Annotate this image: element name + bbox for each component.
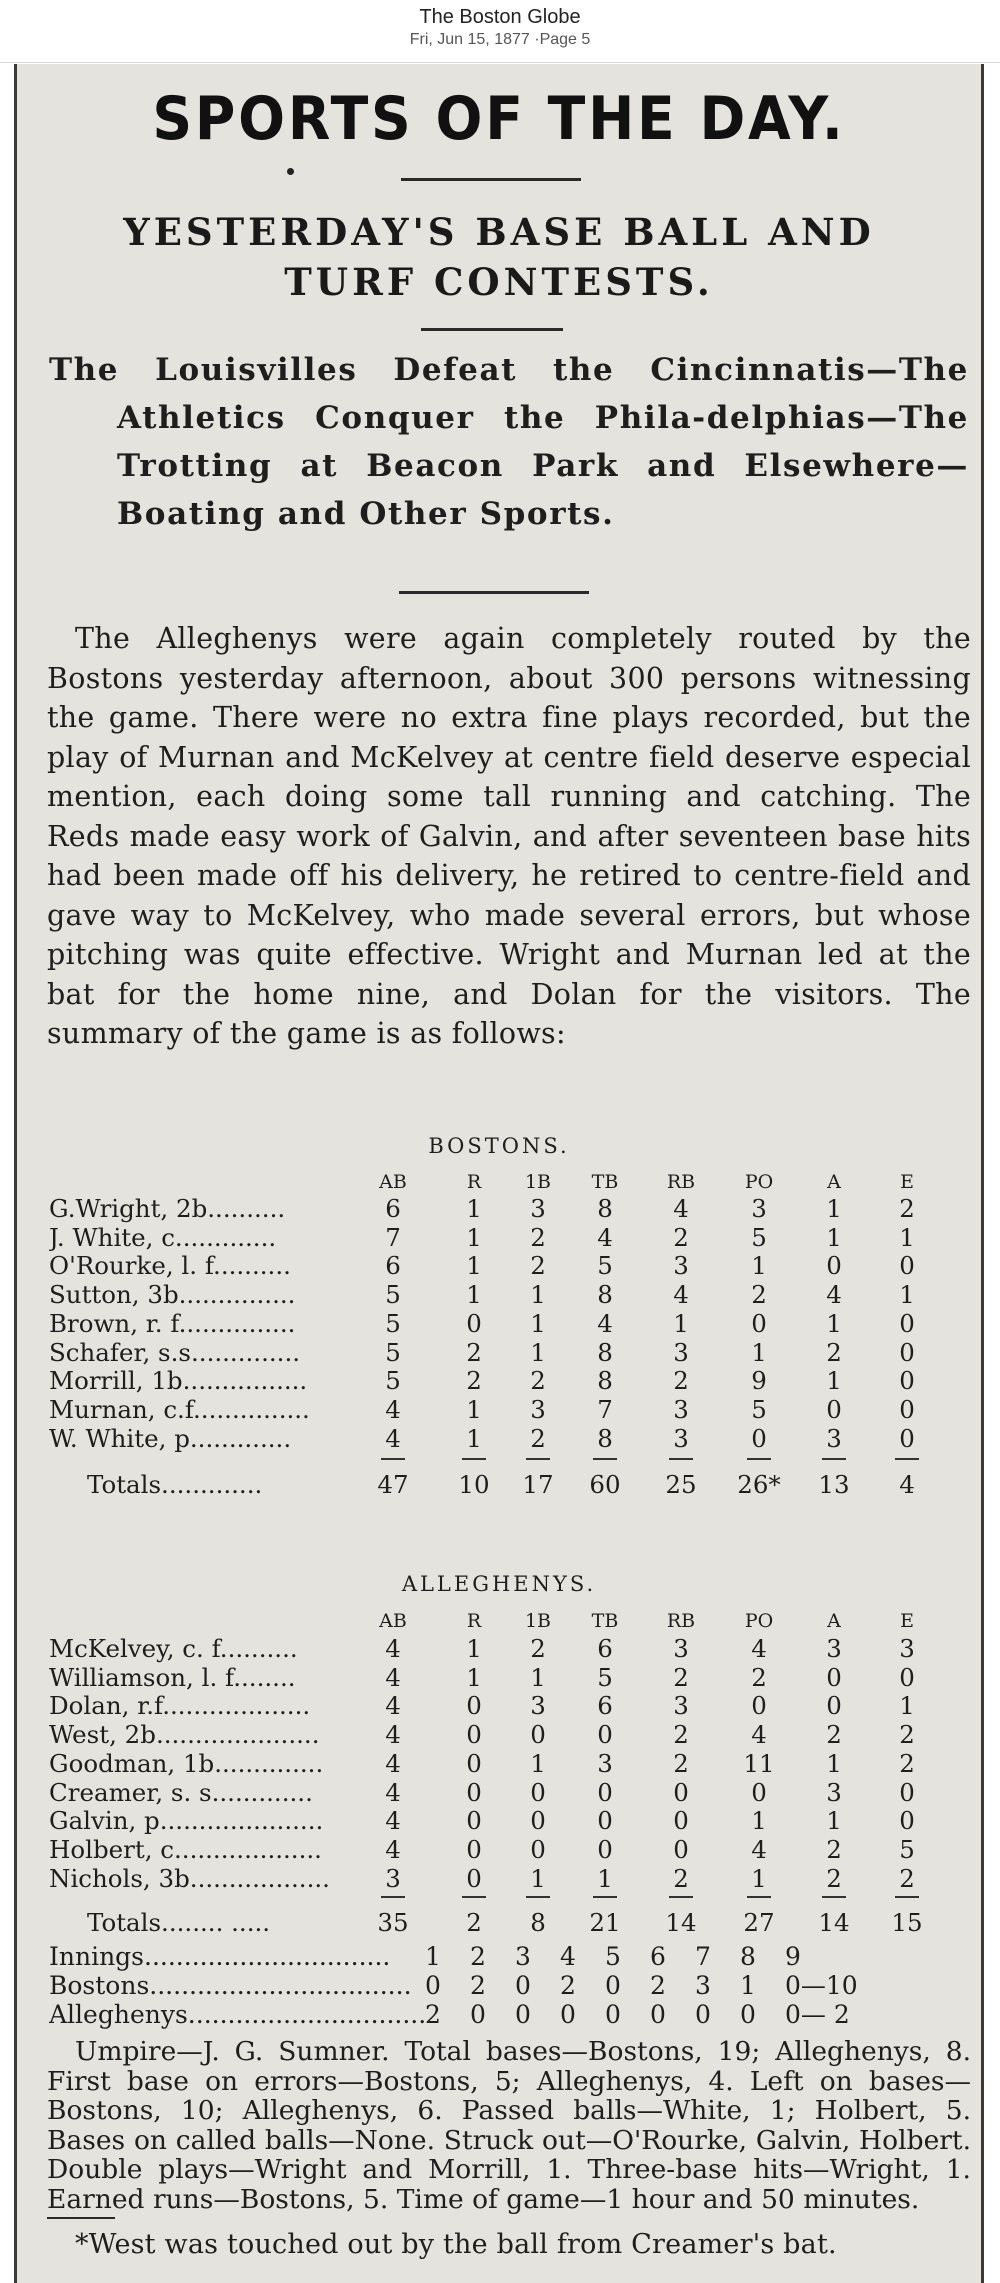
stat-po: 0 — [751, 1308, 767, 1338]
inning-1-value: 2 — [425, 2000, 441, 2029]
stat-po: 0 — [751, 1423, 767, 1453]
total-a: 13 — [818, 1470, 850, 1499]
table-row — [17, 1663, 984, 1691]
stat-e: 0 — [899, 1423, 915, 1453]
stat-ab: 4 — [385, 1720, 401, 1750]
stat-rb: 4 — [673, 1280, 689, 1310]
stat-tb: 6 — [597, 1634, 613, 1663]
totals-dash — [526, 1458, 550, 1460]
stat-a: 3 — [826, 1634, 842, 1663]
totals-dash — [593, 1458, 617, 1460]
totals-dash — [462, 1458, 486, 1460]
stat-e: 2 — [899, 1720, 915, 1750]
deck: The Louisvilles Defeat the Cincinnatis—The Athletics Conquer the Phila-delphias—The Trotting at Beacon Park and Elsewhere—Boating and Other Sports. — [49, 352, 969, 532]
stat-tb: 8 — [597, 1366, 613, 1396]
col-header-rb: RB — [666, 1171, 696, 1193]
stat-ab: 5 — [385, 1366, 401, 1396]
stat-1b: 0 — [530, 1777, 546, 1807]
table-row — [17, 1251, 984, 1279]
totals-dash — [593, 1896, 617, 1898]
stat-r: 0 — [466, 1806, 482, 1836]
stat-e: 1 — [899, 1691, 915, 1721]
table-row — [17, 1691, 984, 1719]
stat-1b: 1 — [530, 1308, 546, 1338]
stat-rb: 2 — [673, 1720, 689, 1750]
player-name: Williamson, l. f........ — [49, 1662, 296, 1692]
totals-row — [17, 1470, 984, 1498]
deck-rule — [399, 591, 589, 594]
stat-tb: 0 — [597, 1777, 613, 1807]
stat-po: 1 — [751, 1806, 767, 1836]
totals-label: Totals........ ..... — [87, 1908, 271, 1937]
inning-6-value: 2 — [650, 1971, 666, 2000]
stat-ab: 4 — [385, 1834, 401, 1864]
stat-tb: 4 — [597, 1222, 613, 1252]
inning-9-value: 0—10 — [785, 1971, 858, 2000]
stat-1b: 1 — [530, 1662, 546, 1692]
stat-po: 4 — [751, 1634, 767, 1663]
totals-dash — [462, 1896, 486, 1898]
stat-ab: 4 — [385, 1634, 401, 1663]
inning-3-value: 3 — [515, 1942, 531, 1971]
stat-tb: 0 — [597, 1720, 613, 1750]
player-name: G.Wright, 2b.......... — [49, 1194, 286, 1223]
stat-e: 0 — [899, 1394, 915, 1424]
inning-3-value: 0 — [515, 2000, 531, 2029]
col-header-1b: 1B — [524, 1171, 552, 1193]
innings-row-label: Bostons................................. — [49, 1971, 412, 2000]
total-r: 2 — [466, 1908, 482, 1937]
stat-ab: 4 — [385, 1748, 401, 1778]
player-name: Creamer, s. s............. — [49, 1777, 313, 1807]
stat-e: 1 — [899, 1280, 915, 1310]
stat-1b: 3 — [530, 1194, 546, 1223]
player-name: Goodman, 1b.............. — [49, 1748, 324, 1778]
stat-r: 0 — [466, 1748, 482, 1778]
total-e: 4 — [899, 1470, 915, 1499]
stat-tb: 3 — [597, 1748, 613, 1778]
totals-dash — [895, 1896, 919, 1898]
stat-po: 5 — [751, 1394, 767, 1424]
stat-r: 0 — [466, 1834, 482, 1864]
stat-1b: 3 — [530, 1394, 546, 1424]
table-row — [17, 1338, 984, 1366]
subhead-rule — [421, 328, 563, 331]
inning-7-value: 0 — [695, 2000, 711, 2029]
player-name: McKelvey, c. f.......... — [49, 1634, 298, 1663]
stat-ab: 6 — [385, 1251, 401, 1281]
innings-row-label: Innings............................... — [49, 1942, 391, 1971]
stat-1b: 2 — [530, 1634, 546, 1663]
stat-po: 3 — [751, 1194, 767, 1223]
innings-table — [49, 1942, 969, 2042]
inning-5-value: 0 — [605, 2000, 621, 2029]
table-row — [17, 1864, 984, 1892]
stat-r: 0 — [466, 1308, 482, 1338]
stat-rb: 3 — [673, 1394, 689, 1424]
inning-7-value: 3 — [695, 1971, 711, 2000]
innings-score-row — [49, 1971, 969, 1999]
total-r: 10 — [458, 1470, 490, 1499]
table-row — [17, 1395, 984, 1423]
inning-8-value: 0 — [740, 2000, 756, 2029]
stat-r: 1 — [466, 1662, 482, 1692]
footnote: *West was touched out by the ball from Creamer's bat. — [75, 2229, 837, 2260]
table-row — [17, 1835, 984, 1863]
stat-a: 0 — [826, 1662, 842, 1692]
stat-po: 1 — [751, 1337, 767, 1367]
stat-a: 4 — [826, 1280, 842, 1310]
stat-r: 1 — [466, 1222, 482, 1252]
stat-a: 2 — [826, 1834, 842, 1864]
col-header-a: A — [827, 1171, 841, 1193]
stat-ab: 4 — [385, 1806, 401, 1836]
col-header-ab: AB — [379, 1171, 407, 1193]
stat-rb: 2 — [673, 1863, 689, 1893]
stat-po: 0 — [751, 1691, 767, 1721]
player-name: Galvin, p..................... — [49, 1806, 324, 1836]
stat-rb: 3 — [673, 1337, 689, 1367]
total-a: 14 — [818, 1908, 850, 1937]
stat-a: 1 — [826, 1806, 842, 1836]
stat-po: 1 — [751, 1251, 767, 1281]
stat-rb: 3 — [673, 1251, 689, 1281]
totals-row — [17, 1908, 984, 1936]
table-row — [17, 1749, 984, 1777]
team-name-bostons: BOSTONS. — [428, 1134, 570, 1158]
stat-ab: 4 — [385, 1394, 401, 1424]
stat-po: 11 — [743, 1748, 775, 1778]
stat-a: 0 — [826, 1394, 842, 1424]
totals-dash — [669, 1458, 693, 1460]
totals-dash — [747, 1896, 771, 1898]
table-row — [17, 1806, 984, 1834]
stat-1b: 2 — [530, 1222, 546, 1252]
stat-ab: 7 — [385, 1222, 401, 1252]
stat-rb: 2 — [673, 1748, 689, 1778]
stat-1b: 1 — [530, 1748, 546, 1778]
stat-rb: 3 — [673, 1423, 689, 1453]
total-rb: 14 — [665, 1908, 697, 1937]
stat-a: 0 — [826, 1251, 842, 1281]
inning-4-value: 0 — [560, 2000, 576, 2029]
col-header-e: E — [900, 1610, 914, 1632]
table-row — [17, 1778, 984, 1806]
stat-po: 9 — [751, 1366, 767, 1396]
innings-row-label: Alleghenys.............................. — [49, 2000, 427, 2029]
stat-1b: 2 — [530, 1366, 546, 1396]
total-e: 15 — [891, 1908, 923, 1937]
player-name: O'Rourke, l. f.......... — [49, 1251, 291, 1281]
stat-r: 2 — [466, 1366, 482, 1396]
stat-ab: 4 — [385, 1691, 401, 1721]
inning-4-value: 4 — [560, 1942, 576, 1971]
stat-r: 0 — [466, 1691, 482, 1721]
stat-r: 0 — [466, 1777, 482, 1807]
publication-header — [0, 0, 1000, 63]
stat-a: 1 — [826, 1222, 842, 1252]
stat-rb: 2 — [673, 1222, 689, 1252]
article-body: The Alleghenys were again completely routed by the Bostons yesterday afternoon, about 300 persons witnessing the game. There were no extra fine plays recorded, but the play of Murnan and McKelvey at centre field deserve especial mention, each doing some tall running and catching. The Reds made easy work of Galvin, and after seventeen base hits had been made off his delivery, he retired to centre-field and gave way to McKelvey, who made several errors, but whose pitching was quite effective. Wright and Murnan led at the bat for the home nine, and Dolan for the visitors. The summary of the game is as follows: — [47, 622, 971, 1050]
stat-1b: 0 — [530, 1834, 546, 1864]
table-row — [17, 1634, 984, 1662]
stat-a: 2 — [826, 1720, 842, 1750]
stat-1b: 1 — [530, 1337, 546, 1367]
stat-tb: 4 — [597, 1308, 613, 1338]
stat-e: 0 — [899, 1366, 915, 1396]
inning-1-value: 0 — [425, 1971, 441, 2000]
totals-dash — [526, 1896, 550, 1898]
stat-r: 1 — [466, 1194, 482, 1223]
footnote-rule — [47, 2217, 115, 2219]
stat-po: 5 — [751, 1222, 767, 1252]
stat-r: 1 — [466, 1394, 482, 1424]
stat-ab: 5 — [385, 1308, 401, 1338]
totals-dash — [822, 1458, 846, 1460]
col-header-po: PO — [744, 1610, 774, 1632]
publication-title: The Boston Globe — [419, 6, 581, 28]
stat-tb: 1 — [597, 1863, 613, 1893]
table-row — [17, 1223, 984, 1251]
stat-po: 4 — [751, 1720, 767, 1750]
inning-1-value: 1 — [425, 1942, 441, 1971]
stat-ab: 4 — [385, 1777, 401, 1807]
inning-9-value: 0— 2 — [785, 2000, 850, 2029]
team-name-alleghenys: ALLEGHENYS. — [401, 1572, 597, 1596]
inning-8-value: 1 — [740, 1971, 756, 2000]
stat-ab: 5 — [385, 1280, 401, 1310]
stat-tb: 8 — [597, 1280, 613, 1310]
total-tb: 21 — [589, 1908, 621, 1937]
stat-e: 0 — [899, 1777, 915, 1807]
totals-dash — [747, 1458, 771, 1460]
stat-e: 3 — [899, 1634, 915, 1663]
stat-ab: 3 — [385, 1863, 401, 1893]
col-header-tb: TB — [591, 1610, 619, 1632]
stat-e: 1 — [899, 1222, 915, 1252]
col-header-1b: 1B — [524, 1610, 552, 1632]
player-name: Schafer, s.s.............. — [49, 1337, 301, 1367]
inning-5-value: 5 — [605, 1942, 621, 1971]
player-name: West, 2b..................... — [49, 1720, 320, 1750]
stat-a: 1 — [826, 1194, 842, 1223]
totals-label: Totals............. — [87, 1470, 263, 1499]
player-name: Morrill, 1b................ — [49, 1366, 308, 1396]
stat-r: 2 — [466, 1337, 482, 1367]
inning-2-value: 2 — [470, 1942, 486, 1971]
total-rb: 25 — [665, 1470, 697, 1499]
col-header-po: PO — [744, 1171, 774, 1193]
stat-rb: 3 — [673, 1634, 689, 1663]
stat-rb: 3 — [673, 1691, 689, 1721]
col-header-r: R — [466, 1171, 482, 1193]
stat-e: 0 — [899, 1337, 915, 1367]
totals-dash — [895, 1458, 919, 1460]
stat-po: 1 — [751, 1863, 767, 1893]
table-row — [17, 1194, 984, 1222]
inning-8-value: 8 — [740, 1942, 756, 1971]
stat-1b: 1 — [530, 1863, 546, 1893]
stat-tb: 7 — [597, 1394, 613, 1424]
stat-e: 2 — [899, 1748, 915, 1778]
stat-e: 0 — [899, 1806, 915, 1836]
stat-po: 2 — [751, 1280, 767, 1310]
col-header-tb: TB — [591, 1171, 619, 1193]
headline-rule — [401, 178, 581, 181]
stat-rb: 4 — [673, 1194, 689, 1223]
inning-3-value: 0 — [515, 1971, 531, 2000]
col-header-rb: RB — [666, 1610, 696, 1632]
stat-a: 1 — [826, 1366, 842, 1396]
stat-r: 1 — [466, 1634, 482, 1663]
stat-rb: 2 — [673, 1366, 689, 1396]
total-po: 26* — [737, 1470, 781, 1499]
stat-e: 0 — [899, 1308, 915, 1338]
player-name: Nichols, 3b.................. — [49, 1863, 330, 1893]
player-name: J. White, c............. — [49, 1222, 277, 1252]
stat-po: 4 — [751, 1834, 767, 1864]
totals-dash — [381, 1458, 405, 1460]
stat-r: 0 — [466, 1863, 482, 1893]
stat-1b: 2 — [530, 1423, 546, 1453]
bullet-dot — [287, 168, 294, 175]
stat-r: 1 — [466, 1280, 482, 1310]
newspaper-clipping — [14, 64, 984, 2283]
stat-ab: 6 — [385, 1194, 401, 1223]
stat-e: 2 — [899, 1863, 915, 1893]
stat-a: 3 — [826, 1777, 842, 1807]
stat-ab: 4 — [385, 1423, 401, 1453]
stat-a: 2 — [826, 1337, 842, 1367]
table-row — [17, 1720, 984, 1748]
player-name: Brown, r. f............... — [49, 1308, 296, 1338]
stat-tb: 8 — [597, 1423, 613, 1453]
headline: SPORTS OF THE DAY. — [152, 84, 846, 154]
stat-1b: 0 — [530, 1806, 546, 1836]
stat-rb: 2 — [673, 1662, 689, 1692]
total-ab: 47 — [377, 1470, 409, 1499]
stat-tb: 6 — [597, 1691, 613, 1721]
col-header-e: E — [900, 1171, 914, 1193]
table-row — [17, 1366, 984, 1394]
stat-tb: 0 — [597, 1806, 613, 1836]
stat-ab: 4 — [385, 1662, 401, 1692]
inning-9-value: 9 — [785, 1942, 801, 1971]
stat-po: 0 — [751, 1777, 767, 1807]
total-ab: 35 — [377, 1908, 409, 1937]
totals-dash — [669, 1896, 693, 1898]
player-name: Dolan, r.f................... — [49, 1691, 311, 1721]
inning-6-value: 6 — [650, 1942, 666, 1971]
table-row — [17, 1309, 984, 1337]
stat-tb: 0 — [597, 1834, 613, 1864]
stat-a: 1 — [826, 1308, 842, 1338]
player-name: Sutton, 3b............... — [49, 1280, 296, 1310]
stat-po: 2 — [751, 1662, 767, 1692]
subhead-line-1: YESTERDAY'S BASE BALL AND — [123, 210, 875, 254]
stat-ab: 5 — [385, 1337, 401, 1367]
stat-tb: 8 — [597, 1194, 613, 1223]
stat-rb: 1 — [673, 1308, 689, 1338]
publication-date: Fri, Jun 15, 1877 ·Page 5 — [409, 31, 591, 48]
stat-1b: 2 — [530, 1251, 546, 1281]
stat-a: 0 — [826, 1691, 842, 1721]
inning-5-value: 0 — [605, 1971, 621, 2000]
col-header-ab: AB — [379, 1610, 407, 1632]
total-tb: 60 — [589, 1470, 621, 1499]
stat-e: 0 — [899, 1662, 915, 1692]
total-po: 27 — [743, 1908, 775, 1937]
table-row — [17, 1280, 984, 1308]
stat-r: 0 — [466, 1720, 482, 1750]
stat-a: 3 — [826, 1423, 842, 1453]
stat-tb: 5 — [597, 1251, 613, 1281]
innings-score-row — [49, 2000, 969, 2028]
inning-6-value: 0 — [650, 2000, 666, 2029]
totals-dash — [381, 1896, 405, 1898]
total-1b: 8 — [530, 1908, 546, 1937]
stat-1b: 0 — [530, 1720, 546, 1750]
stat-a: 1 — [826, 1748, 842, 1778]
stat-e: 5 — [899, 1834, 915, 1864]
stat-tb: 8 — [597, 1337, 613, 1367]
stat-rb: 0 — [673, 1806, 689, 1836]
player-name: Holbert, c................... — [49, 1834, 322, 1864]
innings-header-row — [49, 1942, 969, 1970]
stat-rb: 0 — [673, 1834, 689, 1864]
stat-1b: 3 — [530, 1691, 546, 1721]
player-name: W. White, p............. — [49, 1423, 292, 1453]
stat-tb: 5 — [597, 1662, 613, 1692]
stat-r: 1 — [466, 1423, 482, 1453]
game-summary: Umpire—J. G. Sumner. Total bases—Bostons, 19; Alleghenys, 8. First base on errors—Bostons, 5; Alleghenys, 4. Left on bases—Bostons, 10; Alleghenys, 6. Passed balls—White, 1; Holbert, 5. Bases on called balls—None. Struck out—O'Rourke, Galvin, Holbert. Double plays—Wright and Morrill, 1. Three-base hits—Wright, 1. Earned runs—Bostons, 5. Time of game—1 hour and 50 minutes. — [47, 2036, 971, 2215]
stat-e: 0 — [899, 1251, 915, 1281]
inning-2-value: 0 — [470, 2000, 486, 2029]
inning-7-value: 7 — [695, 1942, 711, 1971]
stat-e: 2 — [899, 1194, 915, 1223]
stat-a: 2 — [826, 1863, 842, 1893]
stat-r: 1 — [466, 1251, 482, 1281]
total-1b: 17 — [522, 1470, 554, 1499]
col-header-r: R — [466, 1610, 482, 1632]
subhead-line-2: TURF CONTESTS. — [284, 260, 714, 304]
table-row — [17, 1424, 984, 1452]
totals-dash — [822, 1896, 846, 1898]
inning-4-value: 2 — [560, 1971, 576, 2000]
stat-1b: 1 — [530, 1280, 546, 1310]
stat-rb: 0 — [673, 1777, 689, 1807]
inning-2-value: 2 — [470, 1971, 486, 2000]
player-name: Murnan, c.f............... — [49, 1394, 310, 1424]
col-header-a: A — [827, 1610, 841, 1632]
